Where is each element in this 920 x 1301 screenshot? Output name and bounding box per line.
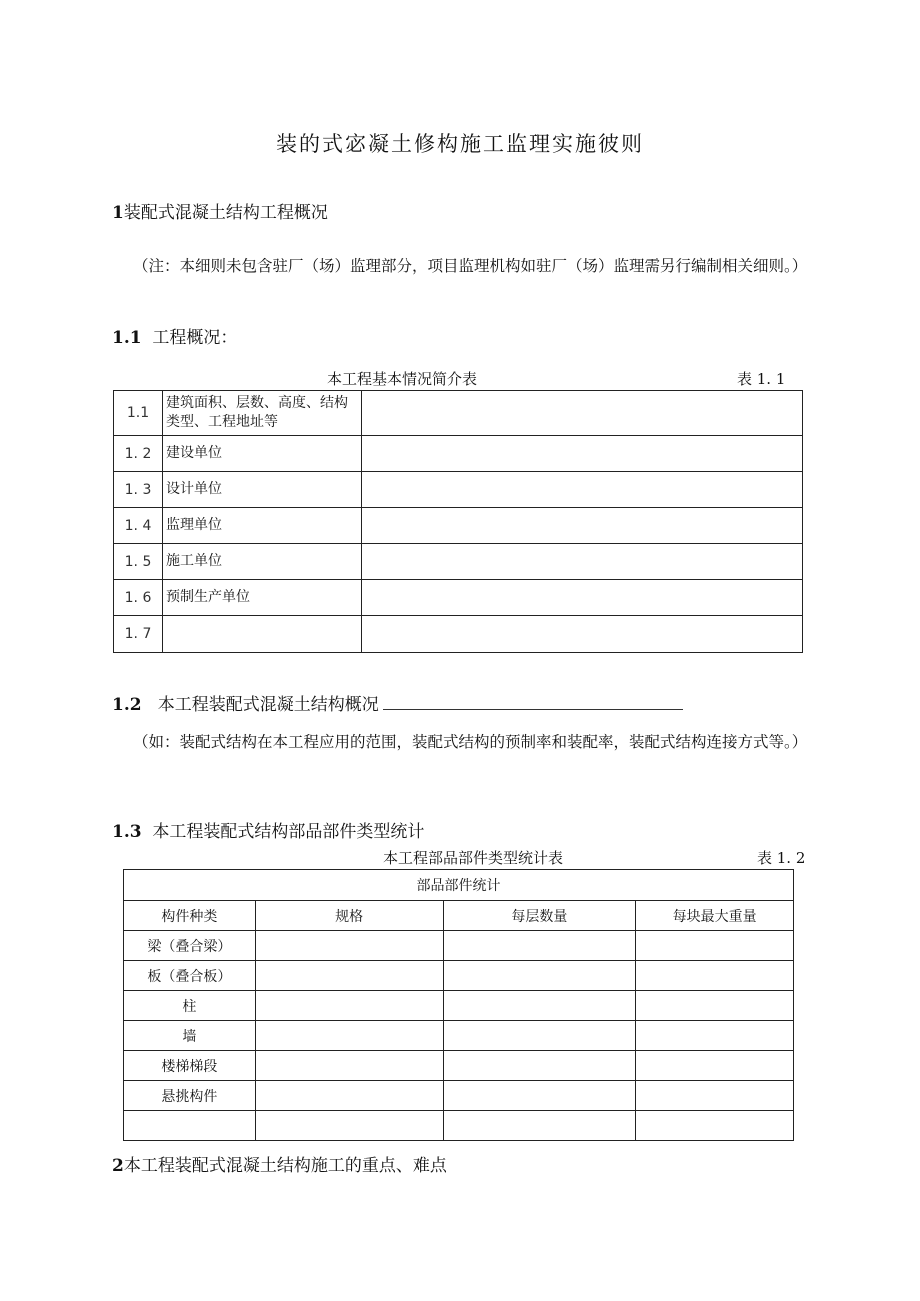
table-2-value-cell[interactable] <box>255 961 443 991</box>
table-2-value-cell[interactable] <box>255 1081 443 1111</box>
table-2-value-cell[interactable] <box>255 1111 443 1141</box>
table-1-value-cell[interactable] <box>362 391 803 436</box>
section-1-1-heading <box>112 323 237 348</box>
table-2-value-cell[interactable] <box>255 991 443 1021</box>
table-1-value-cell[interactable] <box>362 616 803 653</box>
table-2-type-cell: 楼梯梯段 <box>124 1051 256 1081</box>
table-1-caption: 本工程基本情况简介表 <box>327 370 478 388</box>
table-2-value-cell[interactable] <box>255 1051 443 1081</box>
table-1-label-cell: 建设单位 <box>163 436 362 472</box>
table-1-label-cell: 设计单位 <box>163 472 362 508</box>
table-2-value-cell[interactable] <box>636 931 794 961</box>
table-2-value-cell[interactable] <box>443 1111 636 1141</box>
table-2-col-header: 每块最大重量 <box>636 901 794 931</box>
table-1-label-cell: 施工单位 <box>163 544 362 580</box>
table-2-col-header: 规格 <box>255 901 443 931</box>
table-1-index-cell: 1.1 <box>114 391 163 436</box>
table-1-value-cell[interactable] <box>362 580 803 616</box>
table-2-value-cell[interactable] <box>443 991 636 1021</box>
note-1: （注：本细则未包含驻厂（场）监理部分，项目监理机构如驻厂（场）监理需另行编制相关细则。） <box>133 257 808 275</box>
section-1-2-title: 本工程装配式混凝土结构概况 <box>157 695 379 715</box>
table-1-label: 表 1. 1 <box>737 370 786 388</box>
section-2-number: 2 <box>112 1156 124 1176</box>
note-2: （如：装配式结构在本工程应用的范围，装配式结构的预制率和装配率，装配式结构连接方式等。） <box>133 733 808 751</box>
table-2-value-cell[interactable] <box>636 1051 794 1081</box>
table-1-label-cell <box>163 616 362 653</box>
section-1-1-title: 工程概况： <box>152 328 238 348</box>
table-1-row <box>114 436 803 472</box>
table-1-label-cell: 预制生产单位 <box>163 580 362 616</box>
table-1-index-cell: 1. 5 <box>114 544 163 580</box>
table-2-row <box>124 961 794 991</box>
table-2-caption: 本工程部品部件类型统计表 <box>383 849 564 867</box>
table-2-span-header: 部品部件统计 <box>124 870 794 901</box>
table-2-value-cell[interactable] <box>636 1021 794 1051</box>
table-1-row <box>114 616 803 653</box>
table-2-value-cell[interactable] <box>636 991 794 1021</box>
table-2-value-cell[interactable] <box>443 1051 636 1081</box>
section-1-2-heading <box>112 690 683 715</box>
table-2-value-cell[interactable] <box>636 1081 794 1111</box>
section-1-title: 装配式混凝土结构工程概况 <box>123 203 328 223</box>
table-2-type-cell: 悬挑构件 <box>124 1081 256 1111</box>
table-1-index-cell: 1. 7 <box>114 616 163 653</box>
table-2-value-cell[interactable] <box>636 1111 794 1141</box>
table-2-value-cell[interactable] <box>636 961 794 991</box>
table-2-value-cell[interactable] <box>443 1081 636 1111</box>
section-1-number: 1 <box>112 203 124 223</box>
table-2-type-cell: 板（叠合板） <box>124 961 256 991</box>
section-2-heading <box>112 1151 447 1176</box>
table-2-row <box>124 1051 794 1081</box>
table-2-value-cell[interactable] <box>255 931 443 961</box>
table-1-value-cell[interactable] <box>362 544 803 580</box>
section-2-title: 本工程装配式混凝土结构施工的重点、难点 <box>123 1156 447 1176</box>
table-2-row <box>124 1081 794 1111</box>
table-2-value-cell[interactable] <box>443 961 636 991</box>
table-2-row <box>124 991 794 1021</box>
fill-in-blank-line <box>383 697 683 710</box>
table-1-row <box>114 580 803 616</box>
section-1-2-number: 1.2 <box>112 695 142 715</box>
table-1-row <box>114 472 803 508</box>
document-title: 装的式宓凝土修构施工监理实施彼则 <box>276 132 644 156</box>
section-1-heading <box>112 198 328 223</box>
table-1-row <box>114 508 803 544</box>
table-2-col-header: 每层数量 <box>443 901 636 931</box>
table-2-type-cell <box>124 1111 256 1141</box>
table-1-index-cell: 1. 2 <box>114 436 163 472</box>
table-2-value-cell[interactable] <box>443 931 636 961</box>
table-2-col-header: 构件种类 <box>124 901 256 931</box>
section-1-1-number: 1.1 <box>112 328 142 348</box>
section-1-3-title: 本工程装配式结构部品部件类型统计 <box>152 822 425 842</box>
table-1-row <box>114 544 803 580</box>
table-1-index-cell: 1. 4 <box>114 508 163 544</box>
table-2-value-cell[interactable] <box>255 1021 443 1051</box>
table-1-label-cell: 监理单位 <box>163 508 362 544</box>
table-1-value-cell[interactable] <box>362 508 803 544</box>
table-2-row <box>124 1021 794 1051</box>
table-1-value-cell[interactable] <box>362 436 803 472</box>
section-1-3-number: 1.3 <box>112 822 142 842</box>
table-2-type-cell: 梁（叠合梁） <box>124 931 256 961</box>
table-1-label-cell: 建筑面积、层数、高度、结构类型、工程地址等 <box>163 391 362 436</box>
table-2-type-cell: 柱 <box>124 991 256 1021</box>
table-1-value-cell[interactable] <box>362 472 803 508</box>
section-1-3-heading <box>112 817 424 842</box>
table-2-label: 表 1. 2 <box>757 849 806 867</box>
table-1-index-cell: 1. 3 <box>114 472 163 508</box>
table-2 <box>123 869 794 1141</box>
table-2-type-cell: 墙 <box>124 1021 256 1051</box>
table-1-row <box>114 391 803 436</box>
table-2-value-cell[interactable] <box>443 1021 636 1051</box>
table-2-row <box>124 1111 794 1141</box>
table-1 <box>113 390 803 653</box>
table-2-row <box>124 931 794 961</box>
table-1-index-cell: 1. 6 <box>114 580 163 616</box>
